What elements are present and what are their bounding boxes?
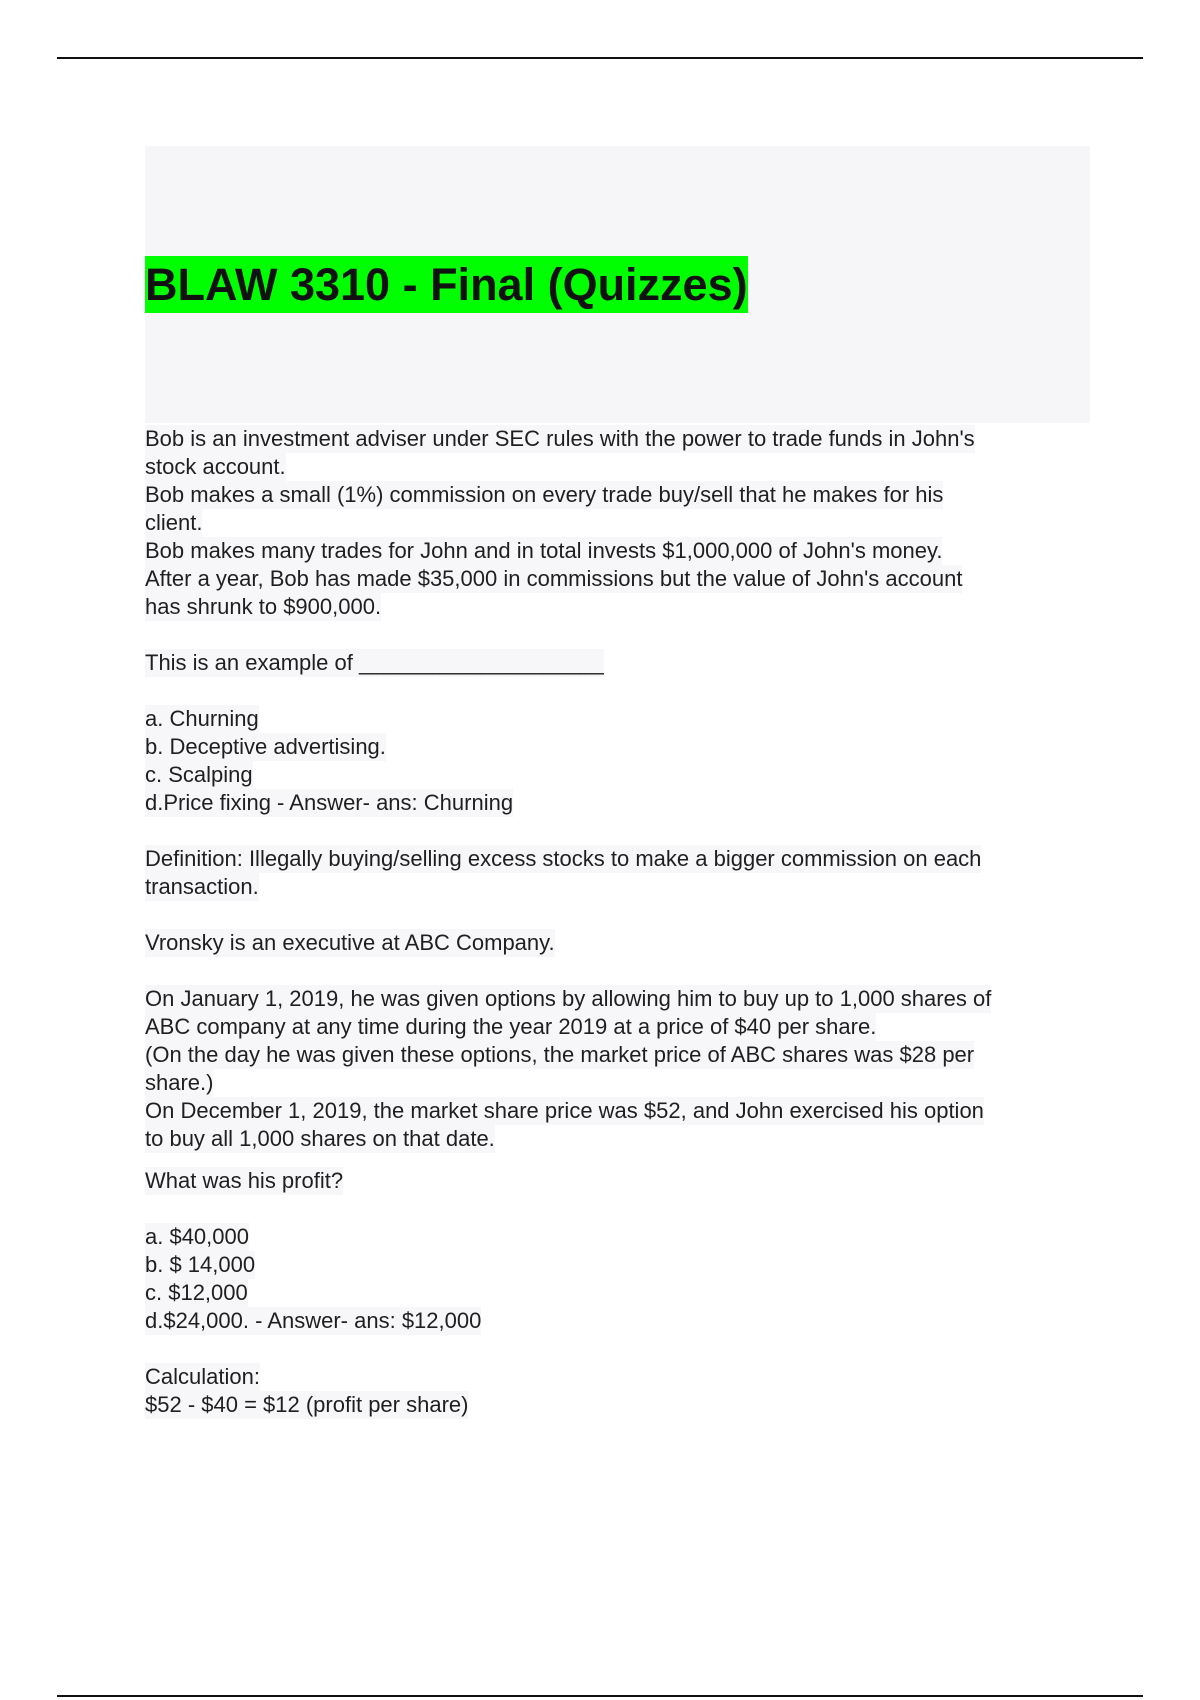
q2-stem-line: ABC company at any time during the year 2019 at a price of $40 per share. (145, 1014, 877, 1039)
q2-prompt-line: What was his profit? (145, 1168, 344, 1193)
q2-intro-line: Vronsky is an executive at ABC Company. (145, 930, 555, 955)
q1-stem (145, 425, 1090, 621)
q2-option: a. $40,000 (145, 1224, 249, 1249)
q2-stem-line: (On the day he was given these options, the market price of ABC shares was $28 per (145, 1042, 975, 1067)
q1-option: b. Deceptive advertising. (145, 734, 386, 759)
q1-option-answer: d.Price fixing - Answer- ans: Churning (145, 790, 514, 815)
q2-calculation-line: $52 - $40 = $12 (profit per share) (145, 1392, 469, 1417)
q1-option: c. Scalping (145, 762, 253, 787)
q1-stem-line: Bob is an investment adviser under SEC rules with the power to trade funds in John's (145, 426, 975, 451)
q1-stem-line: has shrunk to $900,000. (145, 594, 382, 619)
q1-stem-line: Bob makes many trades for John and in total invests $1,000,000 of John's money. (145, 538, 943, 563)
q2-stem-line: On December 1, 2019, the market share price was $52, and John exercised his option (145, 1098, 984, 1123)
q2-prompt (145, 1167, 1090, 1195)
q1-stem-line: stock account. (145, 454, 286, 479)
bottom-rule (57, 1695, 1143, 1697)
q2-option: c. $12,000 (145, 1280, 248, 1305)
q2-options (145, 1223, 1090, 1335)
q1-definition (145, 845, 1090, 901)
q1-prompt-line: This is an example of ____________________ (145, 650, 604, 675)
q2-stem-line: On January 1, 2019, he was given options by allowing him to buy up to 1,000 shares of (145, 986, 992, 1011)
q1-stem-line: Bob makes a small (1%) commission on every trade buy/sell that he makes for his (145, 482, 944, 507)
q2-calculation (145, 1363, 1090, 1419)
top-rule (57, 57, 1143, 59)
document-body (145, 425, 1090, 1419)
q2-intro (145, 929, 1090, 957)
q1-prompt (145, 649, 1090, 677)
document-title: BLAW 3310 - Final (Quizzes) (145, 256, 748, 313)
q1-option: a. Churning (145, 706, 259, 731)
q2-stem (145, 985, 1090, 1153)
q2-stem-line: share.) (145, 1070, 214, 1095)
q1-definition-line: transaction. (145, 874, 259, 899)
q2-option: b. $ 14,000 (145, 1252, 256, 1277)
q2-option-answer: d.$24,000. - Answer- ans: $12,000 (145, 1308, 482, 1333)
q1-definition-line: Definition: Illegally buying/selling excess stocks to make a bigger commission on each (145, 846, 982, 871)
q1-stem-line: After a year, Bob has made $35,000 in commissions but the value of John's account (145, 566, 963, 591)
q2-calculation-line: Calculation: (145, 1364, 260, 1389)
q1-options (145, 705, 1090, 817)
q2-stem-line: to buy all 1,000 shares on that date. (145, 1126, 495, 1151)
q1-stem-line: client. (145, 510, 203, 535)
